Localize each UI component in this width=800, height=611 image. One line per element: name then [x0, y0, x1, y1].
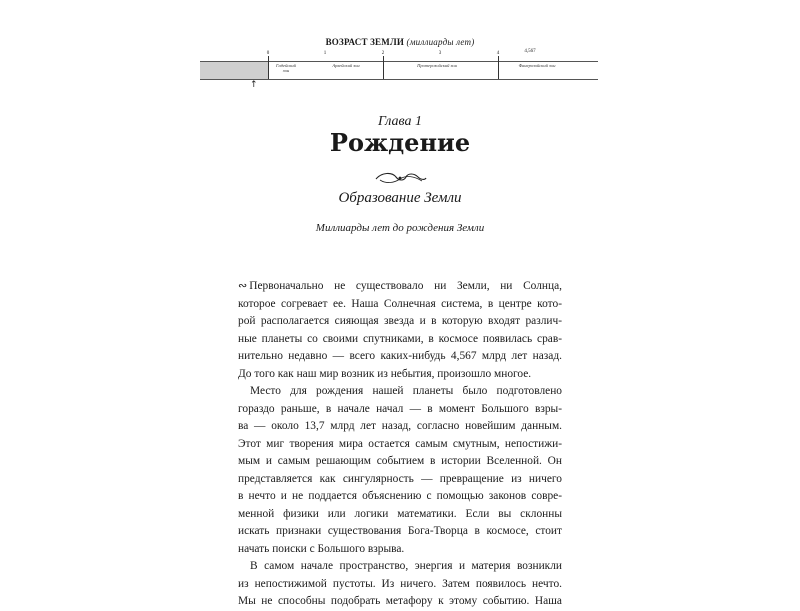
- timeline-divider: [498, 56, 499, 79]
- text-line: менной физики или логики математики. Если вы склонны: [238, 507, 562, 520]
- timeline-title-units: (миллиарды лет): [406, 37, 475, 47]
- timeline-tick-4: 4: [496, 51, 500, 56]
- paragraph: [238, 278, 562, 383]
- text-line: Мы не способны подобрать метафору к этому событию. Наша: [238, 595, 562, 607]
- timeline-divider: [383, 56, 384, 79]
- eon-phanerozoic: Фанерозойский эон: [518, 63, 556, 68]
- timeline-tick-1: 1: [323, 51, 327, 56]
- text-line: мым и самым решающим событием в истории Вселенной. Он: [238, 455, 562, 467]
- paragraph: [238, 558, 562, 611]
- eon-hadean: Гадейский эон: [276, 63, 296, 73]
- text-line: Этот миг творения мира остается самым смутным, непостижи-: [238, 437, 562, 450]
- timeline-tick-0: 0: [266, 51, 270, 56]
- chapter-title: Рождение: [329, 128, 471, 157]
- text-line: которое согревает ее. Наша Солнечная система, в центре кото-: [238, 297, 562, 310]
- text-line: начать поиски с Большого взрыва.: [238, 542, 405, 555]
- timeline-marker-icon: ↑: [250, 80, 258, 90]
- text-line: Место для рождения нашей планеты было подготовлено: [250, 385, 562, 397]
- text-line: из непостижимой пустоты. Из ничего. Затем появилось нечто.: [238, 577, 562, 590]
- text-line: До того как наш мир возник из небытия, произошло многое.: [238, 367, 532, 380]
- timeline-tick-2: 2: [381, 51, 385, 56]
- text-line: ные планеты со своими спутниками, в космосе появилась срав-: [238, 332, 562, 345]
- paragraph: [238, 383, 562, 558]
- text-line: рой располагается сияющая звезда и в которую входят различ-: [238, 315, 562, 327]
- text-line: В самом начале пространство, энергия и материя возникли: [250, 560, 562, 572]
- timeline-tick-end: 4,567: [524, 49, 536, 54]
- paragraph-ornament-icon: ∾: [238, 280, 248, 292]
- epigraph: Миллиарды лет до рождения Земли: [315, 222, 485, 234]
- text-line: представляется как сингулярность — превращение из ничего: [238, 472, 562, 485]
- text-line: в нечто и не поддается объяснению с помощью законов совре-: [238, 490, 562, 502]
- text-line: гораздо раньше, в начале начал — в момент Большого взры-: [238, 402, 562, 415]
- body-text: [238, 278, 562, 611]
- chapter-label: Глава 1: [378, 114, 422, 129]
- section-title: Образование Земли: [338, 190, 462, 206]
- timeline-divider: [268, 56, 269, 79]
- text-line: ва — около 13,7 млрд лет назад, согласно новейшим данным.: [238, 420, 562, 432]
- eon-archean: Архейский эон: [332, 63, 360, 68]
- eon-proterozoic: Протерозойский эон: [417, 63, 457, 68]
- timeline-title: [0, 37, 800, 47]
- flourish-ornament-icon: [370, 168, 430, 186]
- text-line: искать признаки существования Бога-Творца в космосе, стоит: [238, 525, 562, 537]
- text-line: нительно недавно — всего каких-нибудь 4,567 млрд лет назад.: [238, 350, 562, 362]
- timeline-shaded-region: [200, 62, 268, 79]
- text-line: ∾ Первоначально не существовало ни Земли, ни Солнца,: [238, 280, 562, 292]
- timeline-tick-3: 3: [438, 51, 442, 56]
- timeline-title-main: ВОЗРАСТ ЗЕМЛИ: [325, 37, 405, 47]
- timeline-bar: [200, 49, 598, 80]
